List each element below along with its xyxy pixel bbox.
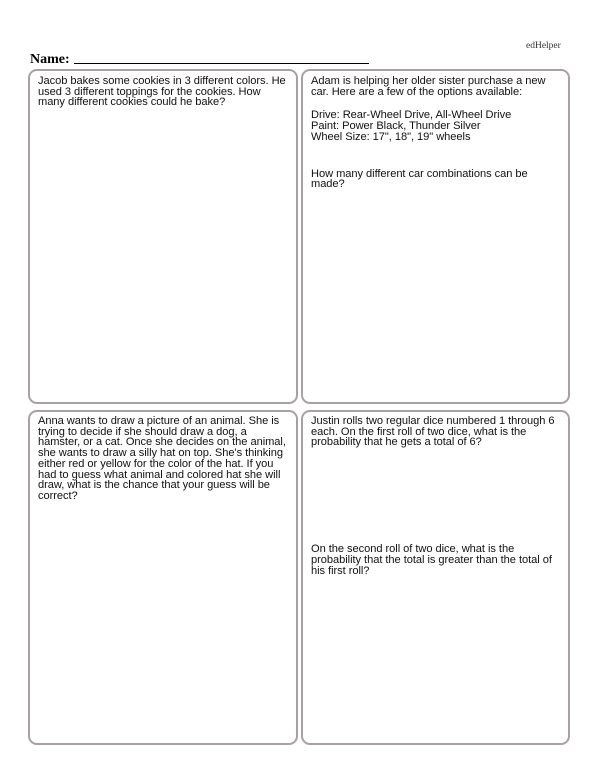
- text-line: each. On the first roll of two dice, what is the: [311, 425, 527, 438]
- text-line: many different cookies could he bake?: [38, 96, 226, 109]
- problem-box-4[interactable]: [301, 410, 570, 745]
- problem-2-question: [311, 169, 560, 190]
- text-line: she wants to draw a silly hat on top. She's thinking: [38, 447, 283, 460]
- brand-label: edHelper: [526, 41, 561, 51]
- text-line: hamster, or a cat. Once she decides on the animal,: [38, 436, 286, 449]
- text-line: Jacob bakes some cookies in 3 different colors. He: [38, 75, 286, 87]
- text-line: Anna wants to draw a picture of an animal. She is: [38, 415, 280, 427]
- text-line: On the second roll of two dice, what is the: [311, 543, 515, 556]
- problem-box-1[interactable]: [28, 69, 298, 404]
- text-line: trying to decide if she should draw a dog, a: [38, 425, 247, 438]
- text-line: Adam is helping her older sister purchase a new: [311, 75, 546, 87]
- text-line: correct?: [38, 489, 78, 502]
- problem-1-question: [38, 76, 288, 108]
- text-line: draw, what is the chance that your guess will be: [38, 479, 270, 492]
- text-line: How many different car combinations can be: [311, 167, 528, 180]
- problem-box-2[interactable]: [301, 69, 570, 404]
- text-line: car. Here are a few of the options available:: [311, 85, 523, 98]
- option-wheel-size: Wheel Size: 17", 18", 19" wheels: [311, 130, 471, 143]
- text-line: probability that the total is greater than the total of: [311, 553, 552, 566]
- text-line: used 3 different toppings for the cookies. How: [38, 85, 261, 98]
- text-line: his first roll?: [311, 564, 370, 577]
- name-entry-line[interactable]: [74, 63, 369, 64]
- problem-3-question: [38, 416, 288, 502]
- problem-box-3[interactable]: [28, 410, 298, 745]
- problem-2-options: [311, 110, 560, 142]
- text-line: had to guess what animal and colored hat she will: [38, 468, 281, 481]
- option-drive: Drive: Rear-Wheel Drive, All-Wheel Drive: [311, 109, 512, 122]
- text-line: probability that he gets a total of 6?: [311, 436, 482, 449]
- name-label: Name:: [30, 52, 70, 67]
- problem-4-part-2: [311, 544, 560, 576]
- problem-2-intro: [311, 76, 560, 97]
- problem-4-part-1: [311, 416, 560, 448]
- option-paint: Paint: Power Black, Thunder Silver: [311, 120, 481, 133]
- text-line: Justin rolls two regular dice numbered 1 through 6: [311, 415, 555, 427]
- text-line: either red or yellow for the color of the hat. If you: [38, 457, 274, 470]
- text-line: made?: [311, 178, 345, 191]
